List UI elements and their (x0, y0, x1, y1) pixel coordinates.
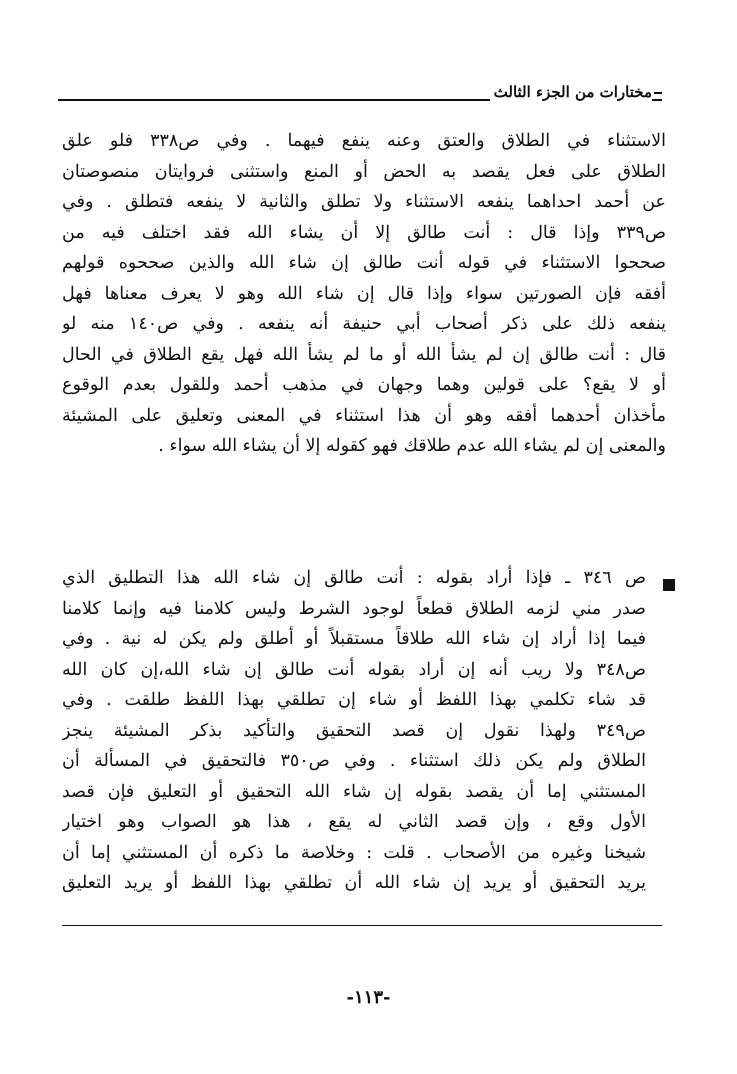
paragraph-2-line: ص ٣٤٦ ـ فإذا أراد بقوله : أنت طالق إن شاء الله هذا التطليق الذي (62, 568, 646, 588)
square-bullet-icon (663, 579, 675, 591)
paragraph-2 (62, 563, 646, 899)
paragraph-2-line: ص٣٤٨ ولا ريب أنه إن أراد بقوله أنت طالق إن شاء الله،إن كان الله (62, 659, 646, 680)
paragraph-2-line: الطلاق ولم يكن ذلك استثناء . وفي ص٣٥٠ فالتحقيق في المسألة أن (62, 751, 646, 771)
paragraph-1-line: ينفعه ذلك على ذكر أصحاب أبي حنيفة أنه ينفعه . وفي ص١٤٠ منه لو (62, 314, 666, 334)
paragraph-1-line: ص٣٣٩ وإذا قال : أنت طالق إلا أن يشاء الله فقد اختلف فيه من (62, 222, 666, 243)
paragraph-2-line: فيما إذا أراد إن شاء الله طلاقاً مستقبلاً أو أطلق ولم يكن له نية . وفي (62, 629, 646, 649)
paragraph-1 (62, 126, 666, 462)
paragraph-1-line: والمعنى إن لم يشاء الله عدم طلاقك فهو كقوله إلا أن يشاء الله سواء . (158, 436, 666, 456)
header-title: مختارات من الجزء الثالث (490, 82, 652, 102)
paragraph-1-line: مأخذان أحدهما أفقه وهو أن هذا استثناء في المعنى وتعليق على المشيئة (62, 405, 666, 426)
text-underline-rule (62, 925, 662, 926)
paragraph-1-line: الطلاق على فعل يقصد به الحض أو المنع واستثنى فروايتان منصوصتان (62, 161, 666, 182)
paragraph-1-line: صححوا الاستثناء في قوله أنت طالق إن شاء الله والذين صححوه قولهم (62, 253, 666, 273)
paragraph-2-line: صدر مني لزمه الطلاق قطعاً لوجود الشرط وليس كلامنا فيه وإنما كلامنا (62, 598, 646, 619)
paragraph-2-line: الأول وقع ، وإن قصد الثاني له يقع ، هذا هو الصواب وهو اختيار (62, 812, 646, 832)
paragraph-1-line: قال : أنت طالق إن لم يشأ الله أو ما لم يشأ الله فهل يقع الطلاق في الحال (62, 344, 666, 365)
paragraph-2-line: المستثني إما أن يقصد بقوله إن شاء الله التحقيق أو التعليق فإن قصد (62, 781, 646, 802)
paragraph-1-line: أفقه فإن الصورتين سواء وإذا قال إن شاء الله وهو لا يعرف معناها فهل (62, 283, 666, 304)
paragraph-2-line: شيخنا وغيره من الأصحاب . قلت : وخلاصة ما ذكره أن المستثني إما أن (62, 842, 646, 863)
paragraph-1-line: الاستثناء في الطلاق والعتق وعنه ينفع فيهما . وفي ص٣٣٨ فلو علق (62, 131, 666, 151)
paragraph-2-line: يريد التحقيق أو يريد إن شاء الله أن تطلقي بهذا اللفظ أو يريد التعليق (62, 873, 646, 893)
paragraph-1-line: عن أحمد احداهما ينفعه الاستثناء ولا تطلق والثانية لا ينفعه فتطلق . وفي (62, 192, 666, 212)
page-number: -١١٣- (346, 987, 391, 1008)
running-header (58, 82, 662, 104)
bullet-marker (655, 574, 675, 593)
paragraph-2-line: ص٣٤٩ ولهذا نقول إن قصد التحقيق والتأكيد بذكر المشيئة ينجز (62, 720, 646, 741)
paragraph-1-line: أو لا يقع؟ على قولين وهما وجهان في مذهب أحمد وللقول بعدم الوقوع (62, 375, 666, 395)
paragraph-2-line: قد شاء تكلمي بهذا اللفظ أو شاء إن تطلقي بهذا اللفظ طلقت . وفي (62, 690, 646, 710)
header-dash (654, 92, 662, 94)
